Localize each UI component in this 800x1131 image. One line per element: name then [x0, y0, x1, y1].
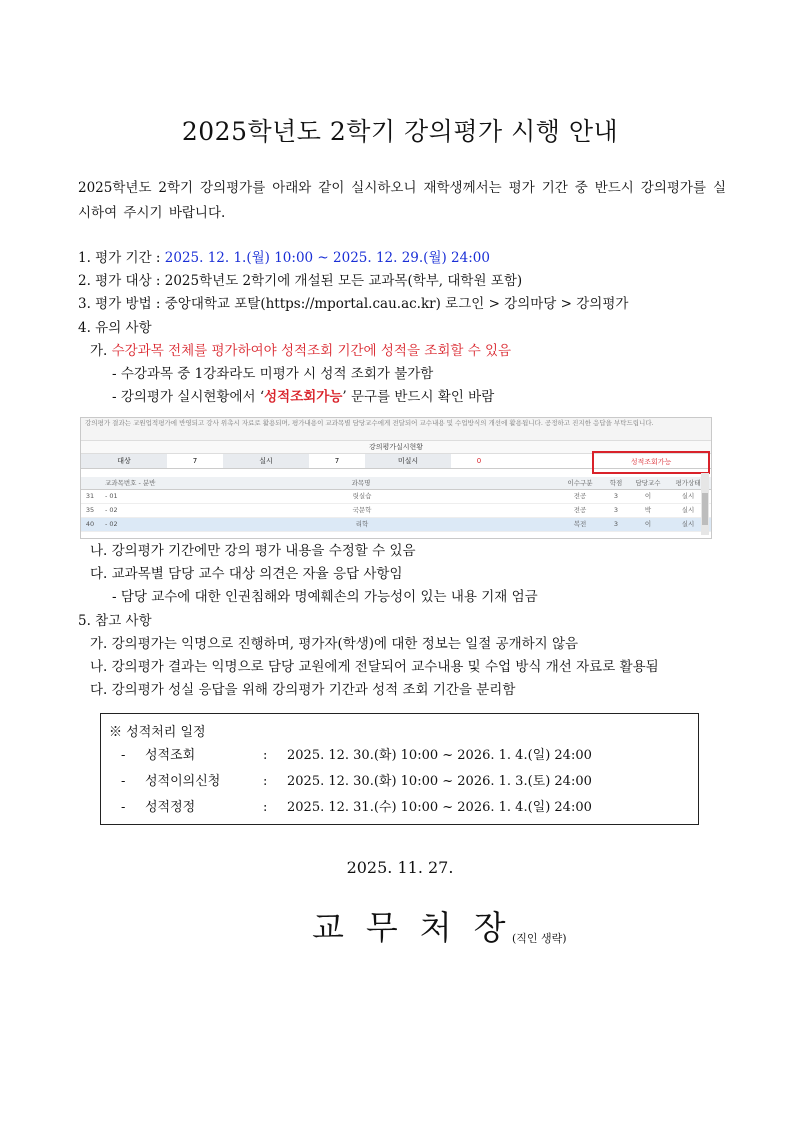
screenshot-summary-title: 강의평가실시현황: [81, 441, 711, 454]
col-course-name: 과목명: [351, 479, 371, 487]
caution-ga-text: 수강과목 전체를 평가하여야 성적조회 기간에 성적을 조회할 수 있음: [111, 342, 512, 359]
caution-ga-sub2-pre: - 강의평가 실시현황에서 ‘: [112, 389, 265, 406]
schedule-row: - 성적이의신청 : 2025. 12. 30.(화) 10:00 ~ 2026. 1. 3.(토) 24:00: [121, 774, 592, 789]
grade-viewable-status: 성적조회가능: [592, 451, 710, 474]
item-period: [78, 247, 738, 270]
evaluation-status-screenshot: [80, 417, 712, 539]
caution-ga-sub2: [78, 386, 738, 409]
col-type: 이수구분: [567, 479, 593, 487]
table-row: 31 - 01 릿실습 전공 3 이 실시: [81, 490, 711, 504]
summary-label-notdone: 미실시: [365, 454, 451, 468]
screenshot-table-header: [81, 477, 711, 490]
screenshot-scrollbar: [701, 473, 709, 535]
col-status: 평가상태: [675, 479, 701, 487]
document-title: 2025학년도 2학기 강의평가 시행 안내: [181, 117, 619, 146]
summary-label-target: 대상: [81, 454, 167, 468]
document-date: 2025. 11. 27.: [346, 858, 454, 877]
item-references-label: 5. 참고 사항: [78, 612, 152, 629]
schedule-row: - 성적정정 : 2025. 12. 31.(수) 10:00 ~ 2026. 1. 4.(일) 24:00: [121, 800, 592, 815]
table-row: 35 - 02 국문학 전공 3 박 실시: [81, 504, 711, 518]
caution-na: 나. 강의평가 기간에만 강의 평가 내용을 수정할 수 있음: [90, 543, 416, 559]
summary-value-target: 7: [192, 457, 198, 465]
reference-ga: 가. 강의평가는 익명으로 진행하며, 평가자(학생)에 대한 정보는 일절 공개하지 않음: [90, 635, 579, 652]
caution-ga-sub2-highlight: 성적조회가능: [264, 389, 343, 406]
notice-items-continued: [78, 540, 738, 702]
col-credit: 학점: [609, 479, 623, 487]
col-professor: 담당교수: [635, 479, 661, 487]
intro-paragraph: 2025학년도 2학기 강의평가를 아래와 같이 실시하오니 재학생께서는 평가 기간 중 반드시 강의평가를 실시하여 주시기 바랍니다.: [78, 180, 726, 221]
signer-title: 교무처장: [312, 908, 528, 947]
summary-value-done: 7: [334, 457, 340, 465]
screenshot-notice: 강의평가 결과는 교원업적평가에 반영되고 강사 위촉시 자료로 활용되며, 평가내용이 교과목별 담당교수에게 전달되어 교수내용 및 수업방식의 개선에 활용됩니다. 공정하고 진지한 응답을 부탁드립니다.: [81, 418, 711, 441]
caution-ga-prefix: 가.: [90, 342, 112, 359]
caution-ga-sub1: - 수강과목 중 1강좌라도 미평가 시 성적 조회가 불가함: [112, 365, 434, 382]
grade-schedule-heading: ※ 성적처리 일정: [109, 725, 206, 740]
item-target: 2. 평가 대상 : 2025학년도 2학기에 개설된 모든 교과목(학부, 대학원 포함): [78, 273, 523, 290]
summary-label-done: 실시: [223, 454, 309, 468]
reference-da: 다. 강의평가 성실 응답을 위해 강의평가 기간과 성적 조회 기간을 분리함: [90, 682, 516, 699]
caution-ga: [78, 340, 738, 363]
caution-da-sub: - 담당 교수에 대한 인권침해와 명예훼손의 가능성이 있는 내용 기재 엄금: [112, 589, 538, 606]
screenshot-summary-row: [81, 454, 711, 469]
caution-da: 다. 교과목별 담당 교수 대상 의견은 자율 응답 사항임: [90, 566, 403, 583]
summary-value-notdone: 0: [476, 457, 482, 465]
item-period-value: 2025. 12. 1.(월) 10:00 ~ 2025. 12. 29.(월) 24:00: [164, 250, 490, 266]
seal-omitted-note: (직인 생략): [512, 932, 567, 945]
item-period-label: 1. 평가 기간 :: [78, 250, 165, 266]
item-cautions-label: 4. 유의 사항: [78, 319, 152, 336]
notice-items: [78, 247, 738, 409]
col-course-number: 교과목번호 - 분반: [105, 479, 156, 487]
item-method: 3. 평가 방법 : 중앙대학교 포탈(https://mportal.cau.ac.kr) 로그인 > 강의마당 > 강의평가: [78, 296, 629, 313]
table-row: 40 - 02 리학 복전 3 이 실시: [81, 518, 711, 532]
reference-na: 나. 강의평가 결과는 익명으로 담당 교원에게 전달되어 교수내용 및 수업 방식 개선 자료로 활용됨: [90, 658, 659, 675]
grade-schedule-box: [100, 713, 699, 825]
schedule-row: - 성적조회 : 2025. 12. 30.(화) 10:00 ~ 2026. 1. 4.(일) 24:00: [121, 748, 592, 763]
caution-ga-sub2-post: ’ 문구를 반드시 확인 바람: [342, 389, 495, 406]
